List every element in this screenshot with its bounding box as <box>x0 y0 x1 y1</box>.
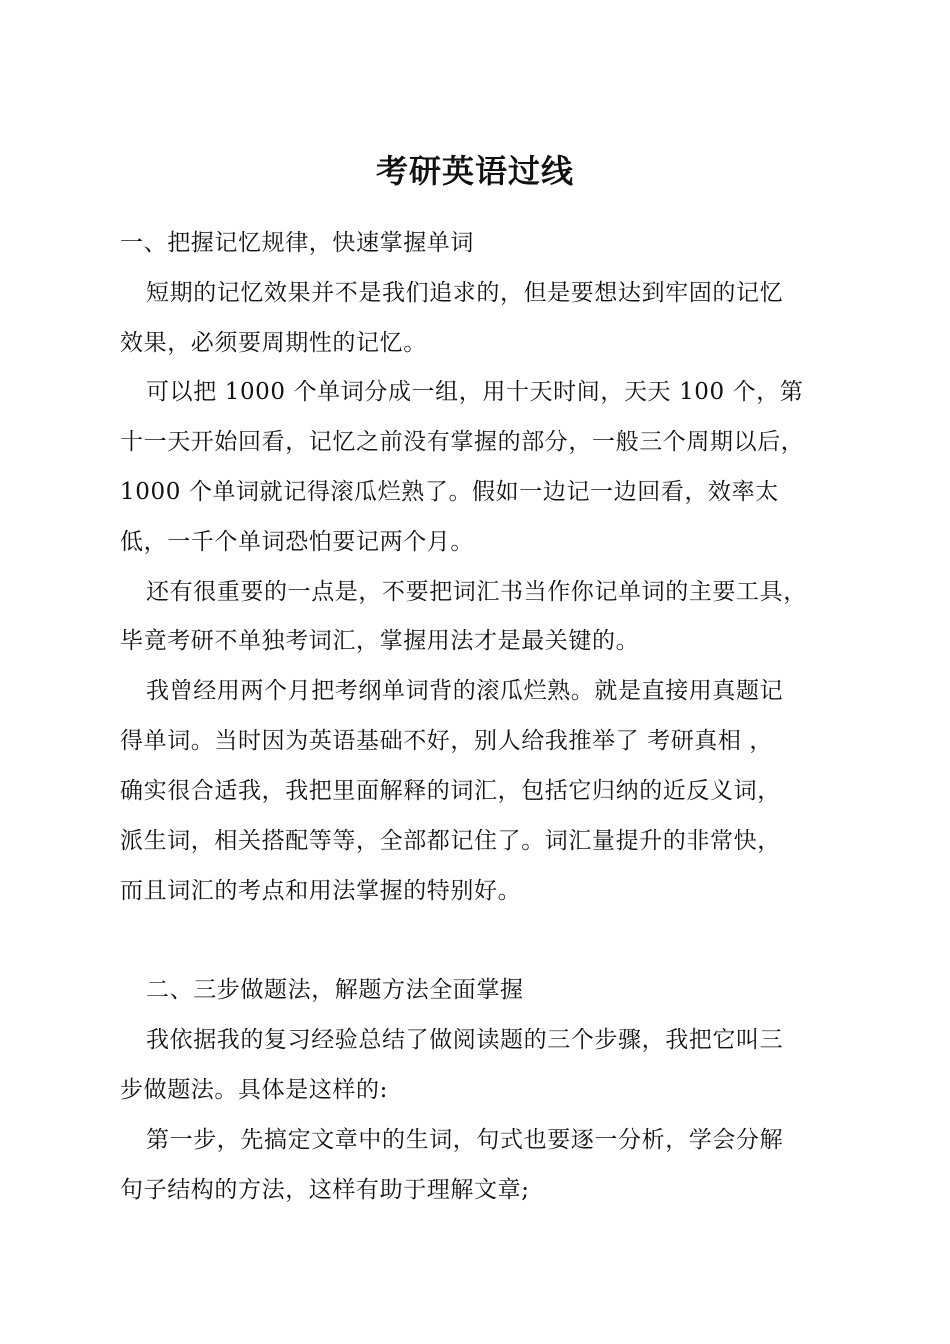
paragraph-line: 效果，必须要周期性的记忆。 <box>120 330 427 356</box>
document-title: 考研英语过线 <box>375 152 574 190</box>
paragraph-line: 句子结构的方法，这样有助于理解文章; <box>120 1177 530 1203</box>
paragraph-line: 而且词汇的考点和用法掌握的特别好。 <box>120 878 522 904</box>
paragraph-line: 十一天开始回看，记忆之前没有掌握的部分，一般三个周期以后， <box>120 429 805 455</box>
paragraph-line: 步做题法。具体是这样的: <box>120 1077 388 1103</box>
paragraph-line: 第一步，先搞定文章中的生词，句式也要逐一分析，学会分解 <box>146 1127 784 1153</box>
paragraph-line: 派生词，相关搭配等等，全部都记住了。词汇量提升的非常快， <box>120 828 781 854</box>
paragraph-line: 可以把 1000 个单词分成一组，用十天时间，天天 100 个，第 <box>146 379 804 405</box>
section-heading-1: 一、把握记忆规律，快速掌握单词 <box>120 230 474 256</box>
section-heading-2: 二、三步做题法，解题方法全面掌握 <box>146 977 524 1003</box>
paragraph-line: 短期的记忆效果并不是我们追求的，但是要想达到牢固的记忆 <box>146 280 784 306</box>
paragraph-line: 得单词。当时因为英语基础不好，别人给我推举了 考研真相 ， <box>120 728 774 754</box>
paragraph-line: 确实很合适我，我把里面解释的词汇，包括它归纳的近反义词， <box>120 778 781 804</box>
paragraph-line: 我依据我的复习经验总结了做阅读题的三个步骤，我把它叫三 <box>146 1027 784 1053</box>
paragraph-line: 1000 个单词就记得滚瓜烂熟了。假如一边记一边回看，效率太 <box>120 479 779 505</box>
paragraph-line: 还有很重要的一点是，不要把词汇书当作你记单词的主要工具， <box>146 579 807 605</box>
paragraph-line: 我曾经用两个月把考纲单词背的滚瓜烂熟。就是直接用真题记 <box>146 678 784 704</box>
paragraph-line: 低，一千个单词恐怕要记两个月。 <box>120 529 474 555</box>
paragraph-line: 毕竟考研不单独考词汇，掌握用法才是最关键的。 <box>120 628 640 654</box>
